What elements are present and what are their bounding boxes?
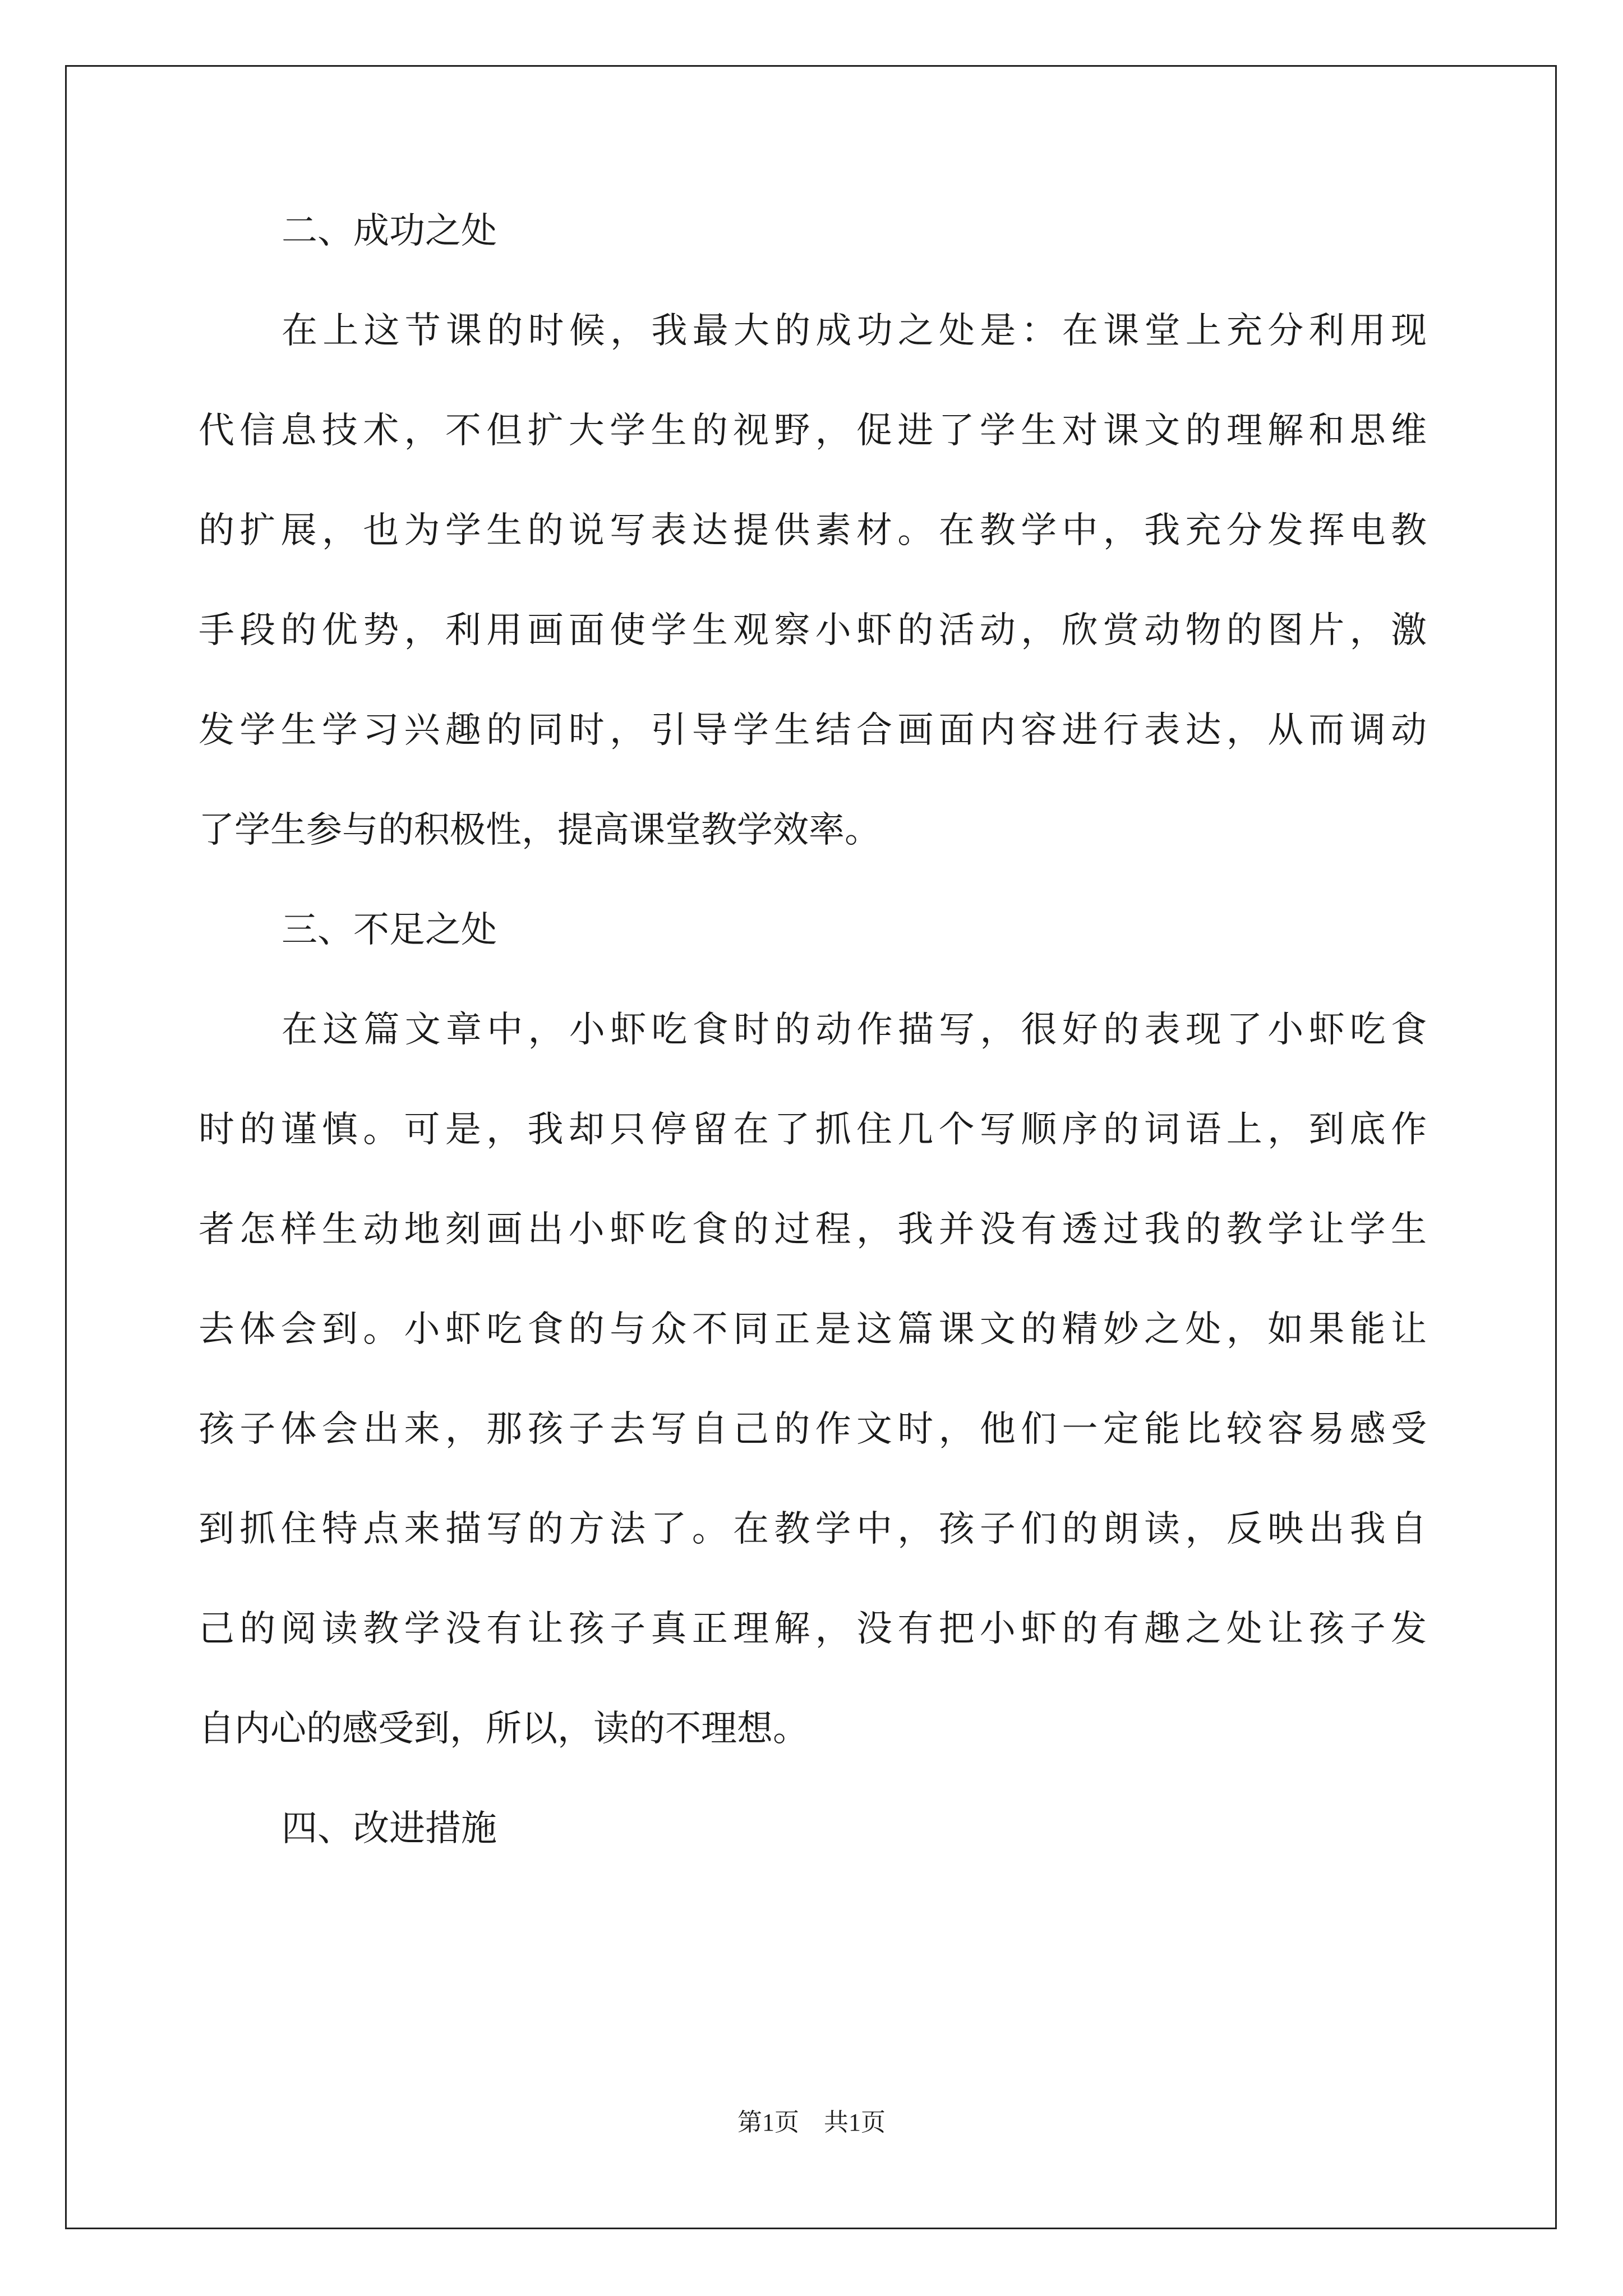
paragraph-line: 自内心的感受到，所以，读的不理想。 [199,1708,809,1750]
page-number-footer: 第1页 共1页 [737,2109,886,2136]
paragraph-line: 去体会到。小虾吃食的与众不同正是这篇课文的精妙之处，如果能让 [199,1309,1427,1350]
paragraph-line: 在这篇文章中，小虾吃食时的动作描写，很好的表现了小虾吃食 [282,1009,1427,1051]
paragraph-line: 时的谨慎。可是，我却只停留在了抓住几个写顺序的词语上，到底作 [199,1109,1427,1151]
paragraph-line: 己的阅读教学没有让孩子真正理解，没有把小虾的有趣之处让孩子发 [199,1608,1427,1650]
paragraph-line: 在上这节课的时候，我最大的成功之处是：在课堂上充分利用现 [282,310,1427,352]
paragraph-line: 代信息技术，不但扩大学生的视野，促进了学生对课文的理解和思维 [199,410,1427,452]
section-heading-success: 二、成功之处 [282,210,497,252]
document-body [199,210,1427,1911]
section-heading-shortcomings: 三、不足之处 [282,909,497,951]
paragraph-line: 到抓住特点来描写的方法了。在教学中，孩子们的朗读，反映出我自 [199,1508,1427,1550]
paragraph-line: 发学生学习兴趣的同时，引导学生结合画面内容进行表达，从而调动 [199,710,1427,751]
paragraph-line: 者怎样生动地刻画出小虾吃食的过程，我并没有透过我的教学让学生 [199,1209,1427,1250]
paragraph-line: 孩子体会出来，那孩子去写自己的作文时，他们一定能比较容易感受 [199,1409,1427,1450]
section-heading-improvements: 四、改进措施 [282,1808,497,1849]
paragraph-line: 的扩展，也为学生的说写表达提供素材。在教学中，我充分发挥电教 [199,510,1427,551]
paragraph-line: 了学生参与的积极性，提高课堂教学效率。 [199,809,880,851]
paragraph-line: 手段的优势，利用画面使学生观察小虾的活动，欣赏动物的图片，激 [199,610,1427,651]
